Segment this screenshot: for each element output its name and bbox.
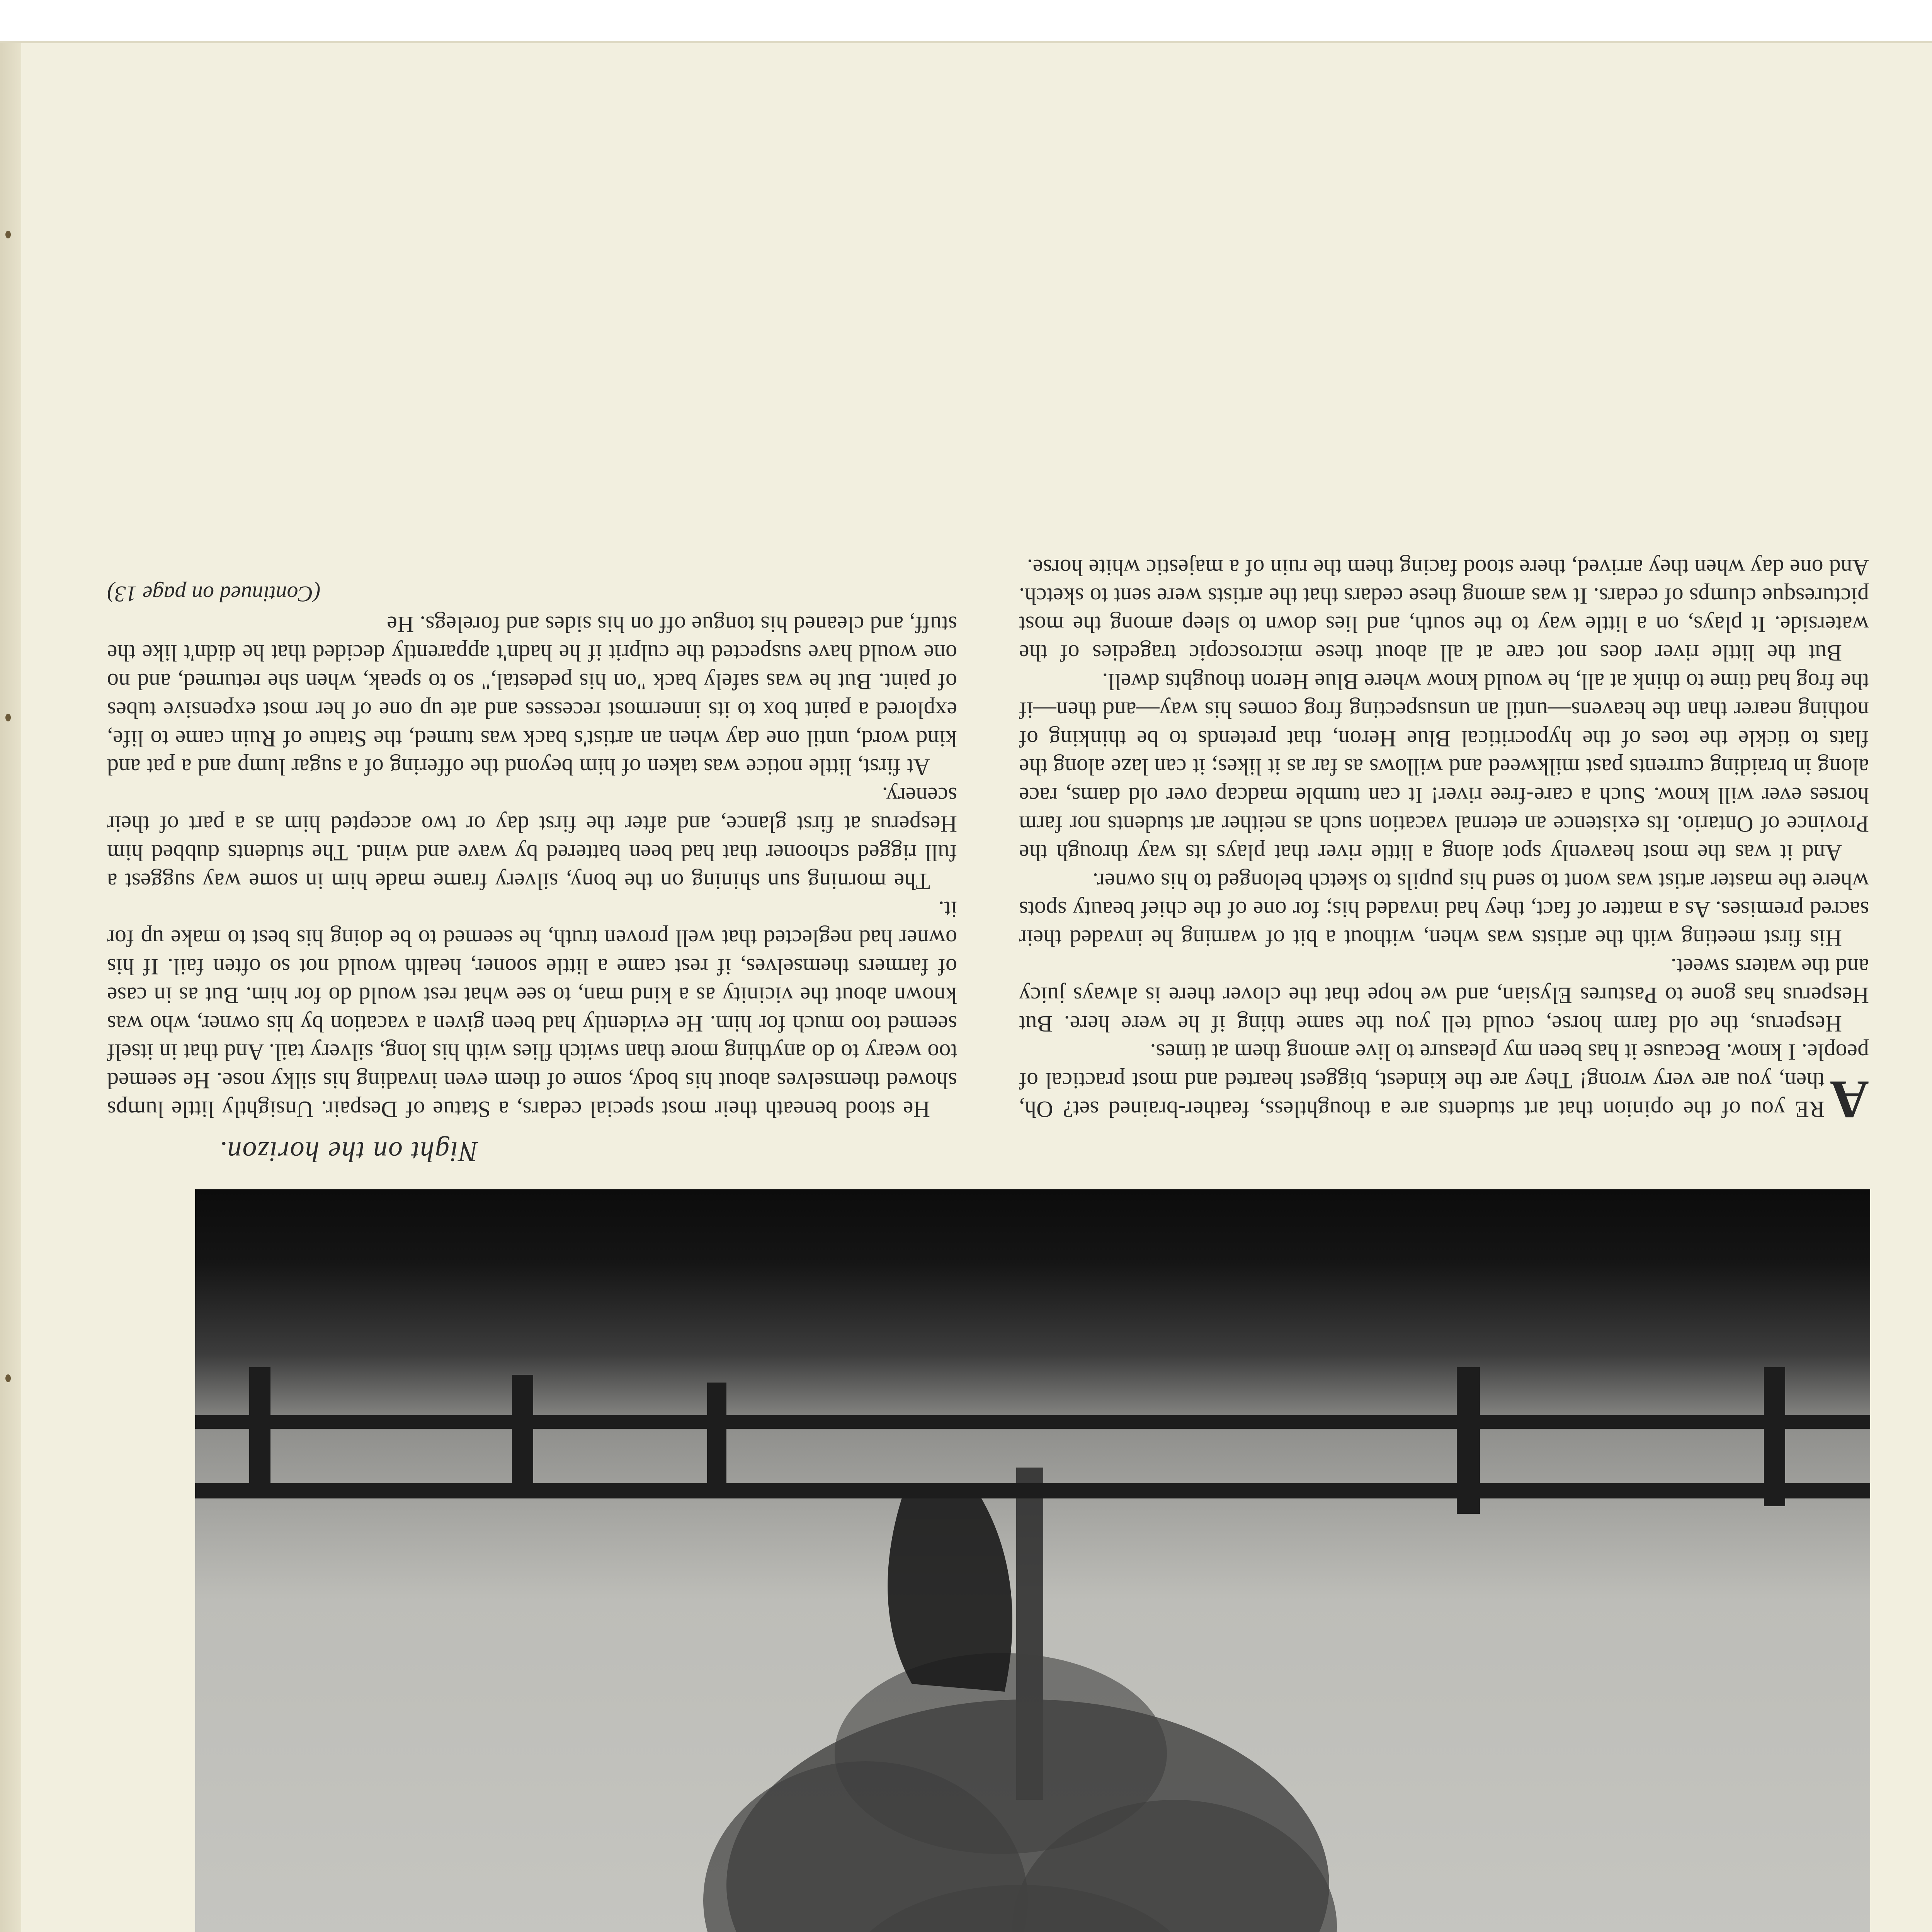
text-column-right (107, 580, 957, 1123)
text-column-left (1019, 553, 1869, 1129)
magazine-page (0, 41, 1932, 1932)
continued-note: (Continued on page 13) (107, 581, 321, 607)
photo-artwork (195, 1189, 1870, 1932)
paragraph: The morning sun shining on the bony, silvery frame made him in some way suggest a full rigged schooner that had been battered by wave and wind. The students dubbed him Hesperus at first glance, and after the first day or two accepted him as a part of their scenery. (107, 783, 957, 894)
paragraph: Hesperus, the old farm horse, could tell you the same thing if he were here. But Hesperus has gone to Pastures Elysian, and we hope that the clover there is always juicy and the waters sweet. (1019, 954, 1869, 1037)
paragraph: At first, little notice was taken of him beyond the offering of a sugar lump and a pat and kind word, until one day when an artist's back was turned, the Statue of Ruin came to life, explored a paint box to its innermost recesses and ate up one of her most expensive tubes of paint. But he was safely back "on his pedestal," so to speak, when she returned, and no one would have suspected the culprit if he hadn't apparently decided that he didn't like the stuff, and cleaned his tongue off on his sides and forelegs. He (107, 612, 957, 780)
paragraph-text: RE you of the opinion that art students are a thoughtless, feather-brained set? Oh, then, you are very wrong! They are the kindest, biggest hearted and most practical of people. I know. Because it has been my pleasure to live among them at times. (1019, 1039, 1869, 1122)
paragraph: His first meeting with the artists was when, without a bit of warning he invaded their sacred premises. As a matter of fact, they had invaded his; for one of the chief beauty spots where the master artist was wont to send his pupils to sketch belonged to his owner. (1019, 868, 1869, 951)
binding-edge (0, 43, 21, 1932)
binding-hole (5, 231, 11, 238)
night-horizon-photo (195, 1189, 1870, 1932)
drop-cap: A (1830, 1070, 1869, 1129)
paragraph (1019, 1038, 1869, 1129)
paragraph: But the little river does not care at all about these microscopic tragedies of the waterside. It plays, on a little way to the south, and lies down to sleep among the most picturesque clumps of cedars. It was among these cedars that the artists were sent to sketch. And one day when they arrived, there stood facing them the ruin of a majestic white horse. (1019, 554, 1869, 666)
paragraph: And it was the most heavenly spot along a little river that plays its way through the Province of Ontario. Its existence an eternal vacation such as neither art students nor farm horses ever will know. Such a care-free river! It can tumble madcap over old dams, race along in braiding currents past milkweed and willows as far as it likes; it can laze along the flats to tickle the toes of the hypocritical Blue Heron, that pretends to be thinking of nothing nearer than the heavens—until an unsuspecting frog comes his way—and then—if the frog had time to think at all, he would know where Blue Heron thoughts dwell. (1019, 669, 1869, 866)
binding-hole (5, 714, 11, 721)
binding-hole (5, 1374, 11, 1382)
photo-caption: Night on the horizon. (218, 1136, 478, 1167)
paragraph: He stood beneath their most special cedars, a Statue of Despair. Unsightly little lumps showed themselves about his body, some of them even invading his silky nose. He seemed too weary to do anything more than switch flies with his long, silvery tail. And that in itself seemed too much for him. He evidently had been given a vacation by his owner, who was known about the vicinity as a kind man, to see what rest would do for him. But as in case of farmers themselves, if rest came a little sooner, health would not so often fail. If his owner had neglected that well proven truth, he seemed to be doing his best to make up for it. (107, 897, 957, 1122)
